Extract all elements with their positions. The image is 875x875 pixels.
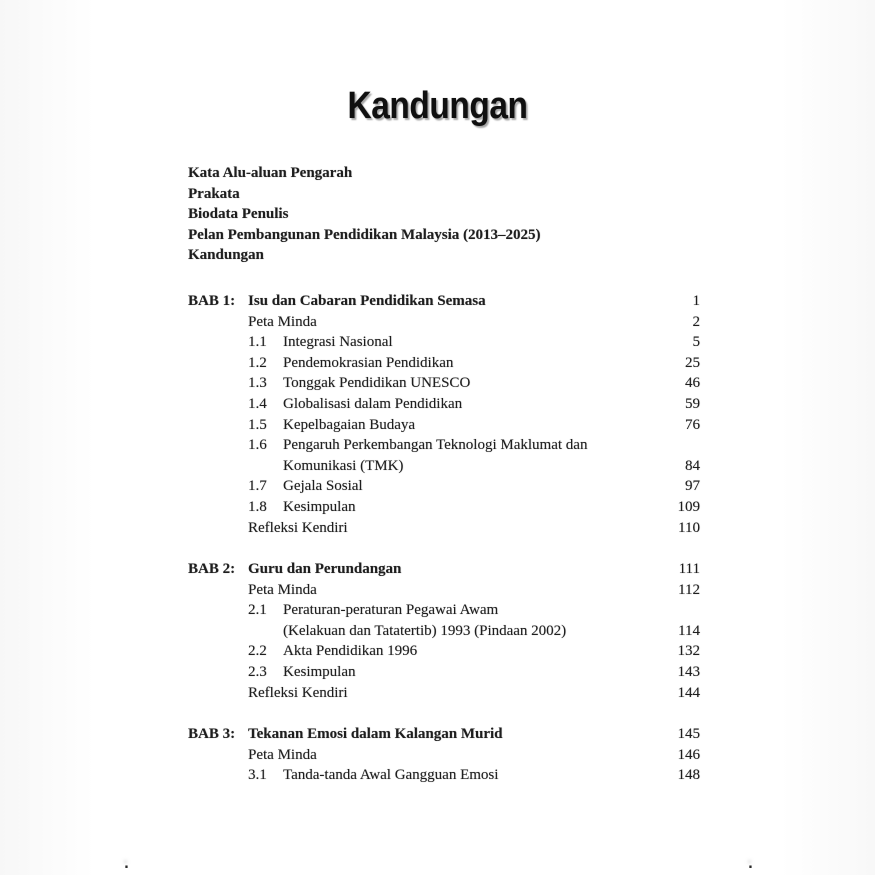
page-title: Kandungan	[347, 85, 528, 127]
toc-entry	[188, 312, 700, 333]
entry-text: Tanda-tanda Awal Gangguan Emosi	[283, 767, 499, 784]
chapter-page-number: 111	[678, 561, 700, 578]
toc-entry	[188, 518, 700, 539]
front-matter-item: Biodata Penulis	[188, 206, 289, 223]
chapter-title: Guru dan Perundangan	[248, 561, 402, 578]
entry-number: 1.4	[248, 395, 267, 412]
entry-text: Refleksi Kendiri	[248, 519, 348, 536]
entry-page-number: 2	[692, 313, 700, 330]
toc-entry	[188, 415, 700, 436]
entry-page-number: 5	[692, 334, 700, 351]
entry-text: Pendemokrasian Pendidikan	[283, 354, 454, 371]
entry-number: 1.8	[248, 498, 267, 515]
entry-page-number: 25	[685, 354, 700, 371]
entry-text: Peta Minda	[248, 581, 317, 598]
entry-number: 2.2	[248, 643, 267, 660]
toc-entry	[188, 497, 700, 518]
entry-text: Akta Pendidikan 1996	[283, 643, 418, 660]
toc-entry	[188, 745, 700, 766]
entry-page-number: 110	[678, 519, 700, 536]
chapter-header	[188, 291, 700, 312]
entry-text-line1: Peraturan-peraturan Pegawai Awam	[283, 602, 499, 619]
chapter-block-bab2	[188, 559, 700, 703]
entry-page-number: 46	[685, 375, 700, 392]
entry-text: Refleksi Kendiri	[248, 684, 348, 701]
entry-text: Peta Minda	[248, 313, 317, 330]
toc-entry	[188, 683, 700, 704]
front-matter-list	[188, 163, 700, 266]
entry-text	[283, 435, 655, 476]
toc-entry	[188, 662, 700, 683]
chapter-label: BAB 2:	[188, 561, 236, 578]
chapter-title: Isu dan Cabaran Pendidikan Semasa	[248, 292, 486, 309]
entry-page-number: 144	[677, 684, 700, 701]
front-matter-item: Kata Alu-aluan Pengarah	[188, 165, 353, 181]
chapter-label: BAB 1:	[188, 292, 236, 309]
front-matter-item: Pelan Pembangunan Pendidikan Malaysia (2013–2025)	[188, 226, 541, 243]
entry-text	[283, 600, 655, 641]
toc-entry	[188, 332, 700, 353]
entry-text: Globalisasi dalam Pendidikan	[283, 395, 463, 412]
entry-number: 1.7	[248, 478, 267, 495]
toc-entry	[188, 641, 700, 662]
entry-number: 1.3	[248, 375, 267, 392]
entry-text: Kesimpulan	[283, 664, 356, 681]
front-matter-item: Kandungan	[188, 247, 264, 264]
chapter-header	[188, 724, 700, 745]
entry-text: Integrasi Nasional	[283, 334, 393, 351]
entry-text: Gejala Sosial	[283, 478, 363, 495]
entry-text: Kepelbagaian Budaya	[283, 416, 416, 433]
entry-page-number: 97	[685, 478, 700, 495]
front-matter-item: Prakata	[188, 185, 240, 202]
chapter-title: Tekanan Emosi dalam Kalangan Murid	[248, 726, 503, 743]
entry-page-number: 84	[685, 457, 700, 474]
chapter-block-bab1	[188, 291, 700, 538]
toc-entry	[188, 394, 700, 415]
toc-entry	[188, 353, 700, 374]
toc-entry	[188, 580, 700, 601]
entry-text-line1: Pengaruh Perkembangan Teknologi Maklumat dan	[283, 437, 588, 454]
entry-page-number: 146	[677, 746, 700, 763]
entry-text: Kesimpulan	[283, 498, 356, 515]
entry-page-number: 143	[677, 664, 700, 681]
entry-number: 1.6	[248, 437, 267, 454]
toc-entry	[188, 476, 700, 497]
entry-text-line2: (Kelakuan dan Tatatertib) 1993 (Pindaan 2002)	[283, 622, 567, 639]
toc-entry	[188, 765, 700, 786]
entry-page-number: 109	[677, 498, 700, 515]
entry-number: 1.2	[248, 354, 267, 371]
chapter-label: BAB 3:	[188, 726, 236, 743]
entry-page-number: 148	[677, 767, 700, 784]
entry-page-number: 76	[685, 416, 700, 433]
chapter-page-number: 1	[692, 292, 700, 309]
entry-text-line2: Komunikasi (TMK)	[283, 457, 404, 474]
chapter-block-bab3	[188, 724, 700, 786]
entry-number: 3.1	[248, 767, 267, 784]
bottom-right-scan-mark: .	[748, 857, 753, 872]
entry-number: 1.1	[248, 334, 267, 351]
toc-entry	[188, 600, 700, 641]
entry-page-number: 132	[677, 643, 700, 660]
entry-number: 2.1	[248, 602, 267, 619]
entry-page-number: 114	[678, 622, 700, 639]
entry-text: Peta Minda	[248, 746, 317, 763]
entry-number: 2.3	[248, 664, 267, 681]
toc-entry	[188, 373, 700, 394]
entry-text: Tonggak Pendidikan UNESCO	[283, 375, 471, 392]
entry-number: 1.5	[248, 416, 267, 433]
chapter-header	[188, 559, 700, 580]
table-of-contents	[188, 163, 700, 786]
chapter-page-number: 145	[677, 726, 700, 743]
entry-page-number: 59	[685, 395, 700, 412]
bottom-left-scan-mark: .	[124, 857, 129, 872]
toc-entry	[188, 435, 700, 476]
entry-page-number: 112	[678, 581, 700, 598]
